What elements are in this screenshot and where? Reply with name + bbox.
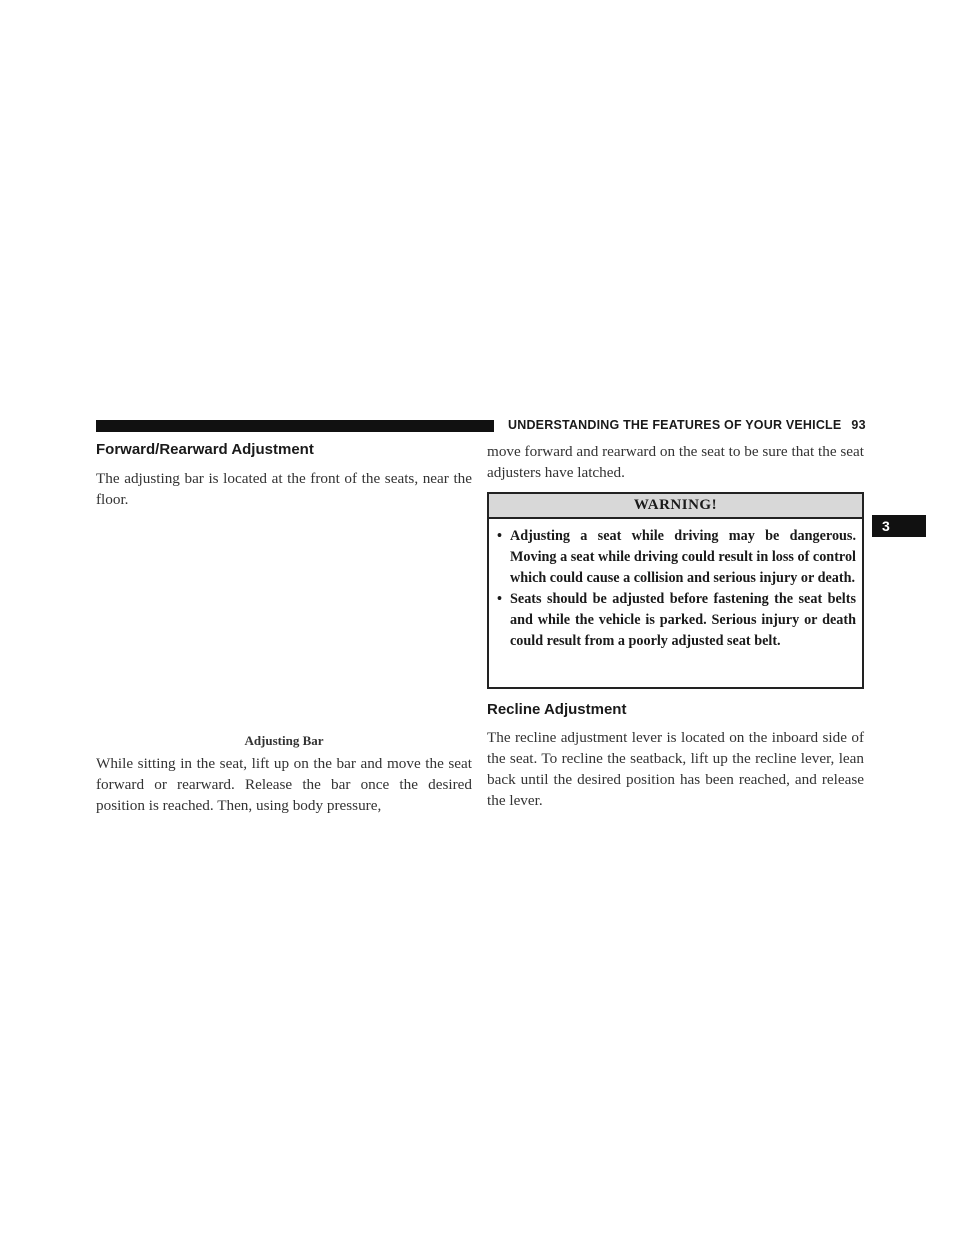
recline-heading: Recline Adjustment [487, 701, 627, 718]
warning-item-text: Seats should be adjusted before fastening the seat belts and while the vehicle is parked. Serious injury or death could result from a poorly adjusted seat belt. [510, 591, 856, 649]
forward-rearward-heading: Forward/Rearward Adjustment [96, 441, 314, 458]
bullet-icon: • [497, 591, 502, 607]
section-title: UNDERSTANDING THE FEATURES OF YOUR VEHICLE [508, 418, 842, 432]
warning-title: WARNING! [489, 494, 862, 519]
warning-item [497, 589, 856, 652]
warning-list [489, 519, 862, 652]
warning-item [497, 526, 856, 589]
recline-body: The recline adjustment lever is located on the inboard side of the seat. To recline the seatback, lift up the recline lever, lean back until the desired position has been reached, and release the lever. [487, 729, 864, 809]
figure-caption: Adjusting Bar [244, 733, 324, 748]
warning-item-text: Adjusting a seat while driving may be dangerous. Moving a seat while driving could result in loss of control which could cause a collision and serious injury or death. [510, 528, 856, 586]
bullet-icon: • [497, 528, 502, 544]
page-number: 93 [851, 418, 866, 432]
continuation-paragraph: move forward and rearward on the seat to be sure that the seat adjusters have latched. [487, 443, 865, 481]
chapter-tab: 3 [872, 515, 926, 537]
running-header [508, 418, 866, 432]
header-rule [96, 420, 494, 432]
forward-rearward-body: While sitting in the seat, lift up on the bar and move the seat forward or rearward. Release the bar once the desired position is reached. Then, using body pressure, [96, 755, 472, 814]
warning-box [487, 492, 864, 689]
forward-rearward-intro: The adjusting bar is located at the front of the seats, near the floor. [96, 470, 472, 508]
